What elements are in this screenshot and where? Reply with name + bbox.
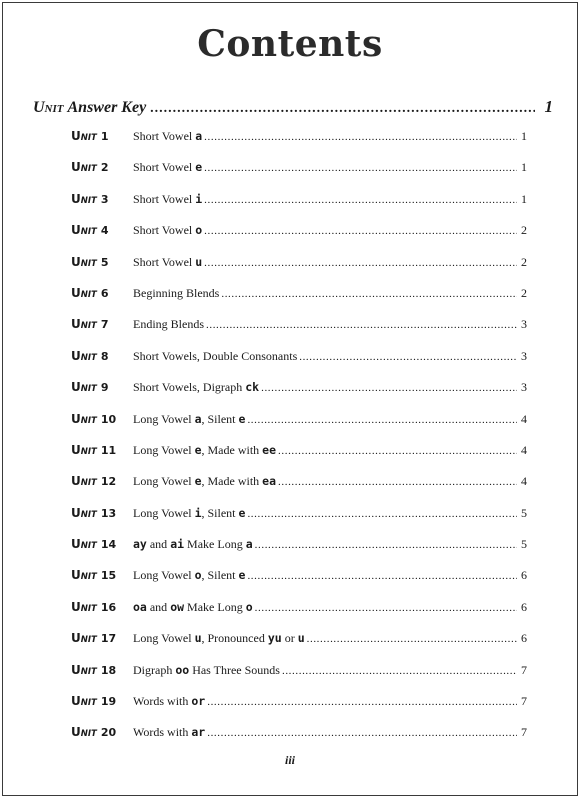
unit-number: 14 — [100, 538, 117, 552]
phonics-letters: ee — [262, 442, 277, 457]
dot-leader — [206, 319, 517, 331]
unit-label: UNIT 7 — [71, 317, 109, 332]
phonics-letters: u — [195, 254, 203, 269]
toc-row — [71, 349, 527, 380]
unit-label: UNIT 18 — [71, 662, 117, 677]
toc-row — [71, 474, 527, 505]
dot-leader — [278, 476, 517, 488]
phonics-letters: i — [195, 191, 203, 206]
unit-title — [133, 568, 245, 583]
unit-label: UNIT 17 — [71, 631, 117, 646]
dot-leader — [282, 665, 517, 677]
phonics-letters: ck — [245, 380, 260, 395]
unit-title — [133, 380, 259, 395]
phonics-letters: e — [194, 442, 202, 457]
title-text: Long Vowel — [133, 505, 195, 520]
toc-row — [71, 443, 527, 474]
phonics-letters: u — [194, 631, 202, 646]
unit-number: 18 — [100, 663, 117, 677]
unit-label: UNIT 4 — [71, 223, 109, 238]
title-text: Long Vowel — [133, 568, 195, 583]
toc-row — [71, 255, 527, 286]
title-text: Beginning Blends — [133, 285, 220, 300]
title-text: Long Vowel — [133, 411, 195, 426]
phonics-letters: a — [194, 411, 202, 426]
title-text: Short Vowel — [133, 254, 196, 269]
unit-number: 7 — [100, 318, 109, 332]
page-number: 6 — [521, 599, 527, 614]
unit-number: 3 — [100, 192, 109, 206]
toc-row — [71, 631, 527, 662]
dot-leader — [204, 225, 517, 237]
unit-title — [133, 412, 245, 427]
unit-title — [133, 223, 202, 238]
title-text: Short Vowel — [133, 191, 196, 206]
unit-title — [133, 694, 205, 709]
unit-number: 11 — [100, 443, 117, 457]
phonics-letters: or — [191, 694, 206, 709]
unit-number: 12 — [100, 475, 117, 489]
phonics-letters: o — [245, 599, 253, 614]
page — [2, 2, 578, 796]
page-number: 7 — [521, 725, 527, 740]
page-number: 5 — [521, 505, 527, 520]
phonics-letters: oa — [133, 599, 147, 614]
toc-row — [71, 506, 527, 537]
unit-title — [133, 286, 219, 301]
dot-leader — [247, 508, 517, 520]
unit-number: 1 — [100, 130, 109, 143]
dot-leader — [221, 288, 517, 300]
unit-label: UNIT 3 — [71, 191, 109, 206]
page-number: 2 — [521, 285, 527, 300]
unit-number: 6 — [100, 286, 109, 300]
toc-row — [71, 412, 527, 443]
unit-title — [133, 129, 202, 144]
unit-number: 2 — [100, 161, 109, 175]
unit-number: 10 — [100, 412, 117, 426]
title-text: Make Long — [184, 537, 246, 552]
unit-label: UNIT 2 — [71, 160, 109, 175]
unit-number: 9 — [100, 381, 109, 395]
phonics-letters: a — [195, 129, 203, 143]
phonics-letters: e — [238, 505, 246, 520]
page-number: 7 — [521, 694, 527, 709]
phonics-letters: o — [195, 223, 203, 238]
unit-label: UNIT 5 — [71, 254, 109, 269]
title-text: Short Vowel — [133, 223, 196, 238]
phonics-letters: i — [194, 505, 202, 520]
dot-leader — [278, 445, 517, 457]
unit-title — [133, 443, 276, 458]
dot-leader — [207, 727, 517, 739]
unit-title — [133, 600, 253, 615]
title-text: , Silent — [201, 568, 239, 583]
answer-key-entry — [33, 97, 553, 119]
unit-number: 17 — [100, 632, 117, 646]
title-text: Short Vowel — [133, 129, 196, 143]
unit-label: UNIT 11 — [71, 442, 117, 457]
page-number: 4 — [521, 442, 527, 457]
page-number: 3 — [521, 317, 527, 332]
title-text: Words with — [133, 694, 192, 709]
phonics-letters: a — [245, 537, 253, 552]
unit-title — [133, 537, 253, 552]
unit-number: 4 — [100, 224, 109, 238]
title-text: Words with — [133, 725, 192, 740]
answer-key-page: 1 — [544, 97, 553, 116]
unit-label: UNIT 8 — [71, 348, 109, 363]
unit-label: UNIT 13 — [71, 505, 117, 520]
phonics-letters: ay — [133, 537, 147, 552]
phonics-letters: oo — [175, 662, 190, 677]
answer-key-label: Answer Key — [67, 99, 147, 116]
unit-title — [133, 160, 202, 175]
unit-label: UNIT 14 — [71, 537, 117, 552]
toc-row — [71, 192, 527, 223]
page-number: 2 — [521, 223, 527, 238]
unit-label: UNIT 6 — [71, 285, 109, 300]
title-text: Short Vowels, Double Consonants — [133, 348, 298, 363]
unit-number: 13 — [100, 506, 117, 520]
toc-row — [71, 600, 527, 631]
dot-leader — [247, 570, 517, 582]
phonics-letters: ow — [170, 599, 185, 614]
unit-title — [133, 663, 280, 678]
page-number: 5 — [521, 537, 527, 552]
unit-label: UNIT 19 — [71, 694, 117, 709]
title-text: Long Vowel — [133, 631, 195, 646]
dot-leader — [307, 633, 517, 645]
dot-leader — [255, 539, 517, 551]
page-number: 3 — [521, 380, 527, 395]
title-text: Long Vowel — [133, 442, 195, 457]
title-text: Has Three Sounds — [189, 662, 280, 677]
page-number: 6 — [521, 568, 527, 583]
page-number: 1 — [521, 129, 527, 143]
dot-leader — [204, 257, 517, 269]
dot-leader — [207, 696, 517, 708]
page-number: 1 — [521, 191, 527, 206]
page-number: 6 — [521, 631, 527, 646]
page-number: 4 — [521, 474, 527, 489]
phonics-letters: o — [194, 568, 202, 583]
toc-row — [71, 568, 527, 599]
dot-leader — [261, 382, 517, 394]
unit-label: UNIT 1 — [71, 129, 109, 143]
toc-list — [71, 129, 527, 757]
phonics-letters: e — [238, 568, 246, 583]
dot-leader — [247, 414, 517, 426]
unit-word: Unit — [33, 99, 64, 116]
phonics-letters: e — [238, 411, 246, 426]
title-text: Digraph — [133, 662, 176, 677]
unit-title — [133, 349, 297, 364]
title-text: or — [281, 631, 298, 646]
phonics-letters: e — [194, 474, 202, 489]
title-text: Long Vowel — [133, 474, 195, 489]
dot-leader — [204, 131, 517, 143]
dot-leader — [204, 194, 517, 206]
toc-row — [71, 663, 527, 694]
unit-title — [133, 725, 205, 740]
phonics-letters: u — [297, 631, 305, 646]
page-number: 1 — [521, 160, 527, 175]
page-title: Contents — [197, 23, 383, 65]
page-number: 4 — [521, 411, 527, 426]
unit-label: UNIT 20 — [71, 725, 117, 740]
page-number: 3 — [521, 348, 527, 363]
page-number: 2 — [521, 254, 527, 269]
phonics-letters: ai — [170, 537, 185, 552]
unit-number: 8 — [100, 349, 109, 363]
unit-title — [133, 255, 202, 270]
title-text: and — [146, 537, 171, 552]
title-text: Ending Blends — [133, 317, 204, 332]
toc-row — [71, 380, 527, 411]
toc-row — [71, 694, 527, 725]
unit-label: UNIT 16 — [71, 599, 117, 614]
unit-number: 16 — [100, 600, 117, 614]
toc-row — [71, 317, 527, 348]
title-text: , Made with — [201, 442, 263, 457]
phonics-letters: e — [195, 160, 203, 175]
title-text: , Made with — [201, 474, 263, 489]
unit-number: 15 — [100, 569, 117, 583]
title-text: , Silent — [201, 411, 239, 426]
unit-title — [133, 631, 305, 646]
unit-number: 20 — [100, 726, 117, 740]
unit-label: UNIT 15 — [71, 568, 117, 583]
toc-row — [71, 223, 527, 254]
page-number-footer: iii — [284, 753, 295, 767]
unit-number: 19 — [100, 695, 117, 709]
page-number: 7 — [521, 662, 527, 677]
unit-label: UNIT 12 — [71, 474, 117, 489]
toc-row — [71, 160, 527, 191]
unit-title — [133, 506, 245, 521]
title-text: and — [146, 599, 171, 614]
unit-label: UNIT 9 — [71, 380, 109, 395]
title-text: Make Long — [184, 599, 246, 614]
toc-row — [71, 129, 527, 160]
unit-number: 5 — [100, 255, 109, 269]
dot-leader — [299, 351, 517, 363]
title-text: , Pronounced — [201, 631, 268, 646]
phonics-letters: ea — [262, 474, 277, 489]
dot-leader — [150, 101, 534, 117]
phonics-letters: ar — [191, 725, 206, 740]
title-text: Short Vowels, Digraph — [133, 380, 246, 395]
unit-title — [133, 317, 204, 332]
phonics-letters: yu — [267, 631, 282, 646]
unit-label: UNIT 10 — [71, 411, 117, 426]
toc-row — [71, 286, 527, 317]
title-text: Short Vowel — [133, 160, 196, 175]
dot-leader — [204, 162, 517, 174]
title-text: , Silent — [201, 505, 239, 520]
unit-title — [133, 474, 276, 489]
unit-title — [133, 192, 202, 207]
dot-leader — [255, 602, 517, 614]
toc-row — [71, 537, 527, 568]
